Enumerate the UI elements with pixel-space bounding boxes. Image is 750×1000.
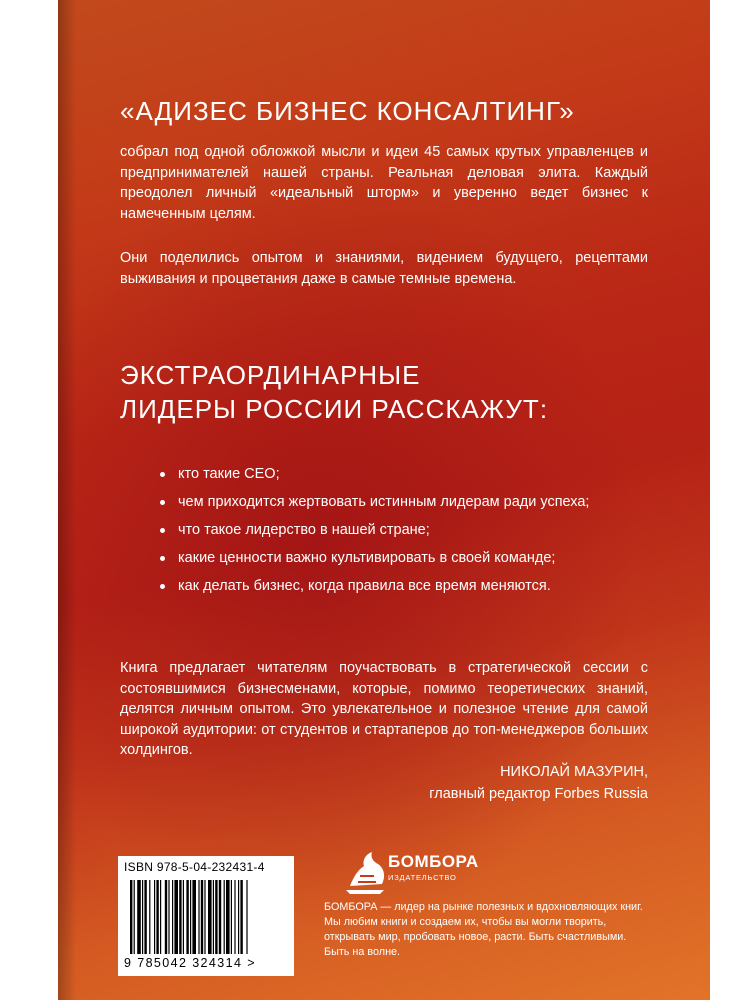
spine-shadow bbox=[58, 0, 76, 1000]
headline-leaders-line2: ЛИДЕРЫ РОССИИ РАССКАЖУТ: bbox=[120, 394, 549, 424]
barcode-icon bbox=[130, 880, 282, 954]
list-item: какие ценности важно культивировать в своей команде; bbox=[158, 544, 658, 572]
review-author-title: главный редактор Forbes Russia bbox=[429, 786, 648, 802]
publisher-subtitle: ИЗДАТЕЛЬСТВО bbox=[388, 873, 457, 882]
barcode-digits: 9 785042 324314 > bbox=[124, 956, 256, 970]
review-author-name: НИКОЛАЙ МАЗУРИН, bbox=[500, 764, 648, 780]
headline-leaders-line1: ЭКСТРАОРДИНАРНЫЕ bbox=[120, 360, 421, 390]
headline-company: «АДИЗЕС БИЗНЕС КОНСАЛТИНГ» bbox=[120, 96, 575, 126]
isbn-label: ISBN 978-5-04-232431-4 bbox=[124, 860, 265, 874]
list-item: как делать бизнес, когда правила все время меняются. bbox=[158, 572, 658, 600]
review-paragraph: Книга предлагает читателям поучаствовать в стратегической сессии с состоявшимися бизнесменами, которые, помимо теоретических знаний, делятся личным опытом. Это увлекательное и полезное чтение для самой широкой аудитории: от студентов и стартаперов до топ-менеджеров больших холдингов. bbox=[120, 660, 648, 758]
barcode-box bbox=[118, 856, 294, 976]
back-cover bbox=[58, 0, 710, 1000]
intro-paragraph-2: Они поделились опытом и знаниями, видением будущего, рецептами выживания и процветания даже в самые темные времена. bbox=[120, 250, 648, 287]
publisher-about: БОМБОРА — лидер на рынке полезных и вдохновляющих книг. Мы любим книги и создаем их, чтобы вы могли творить, открывать мир, пробовать новое, расти. Быть счастливыми. Быть на волне. bbox=[324, 901, 643, 958]
list-item: что такое лидерство в нашей стране; bbox=[158, 516, 658, 544]
list-item: чем приходится жертвовать истинным лидерам ради успеха; bbox=[158, 488, 658, 516]
intro-paragraph: собрал под одной обложкой мысли и идеи 45 самых крутых управленцев и предпринимателей нашей страны. Реальная деловая элита. Каждый преодолел личный «идеальный шторм» и уверенно ведет бизнес к намеченным целям. bbox=[120, 144, 648, 222]
publisher-name: БОМБОРА bbox=[388, 852, 479, 871]
topics-list bbox=[158, 460, 658, 600]
list-item: кто такие CEO; bbox=[158, 460, 658, 488]
